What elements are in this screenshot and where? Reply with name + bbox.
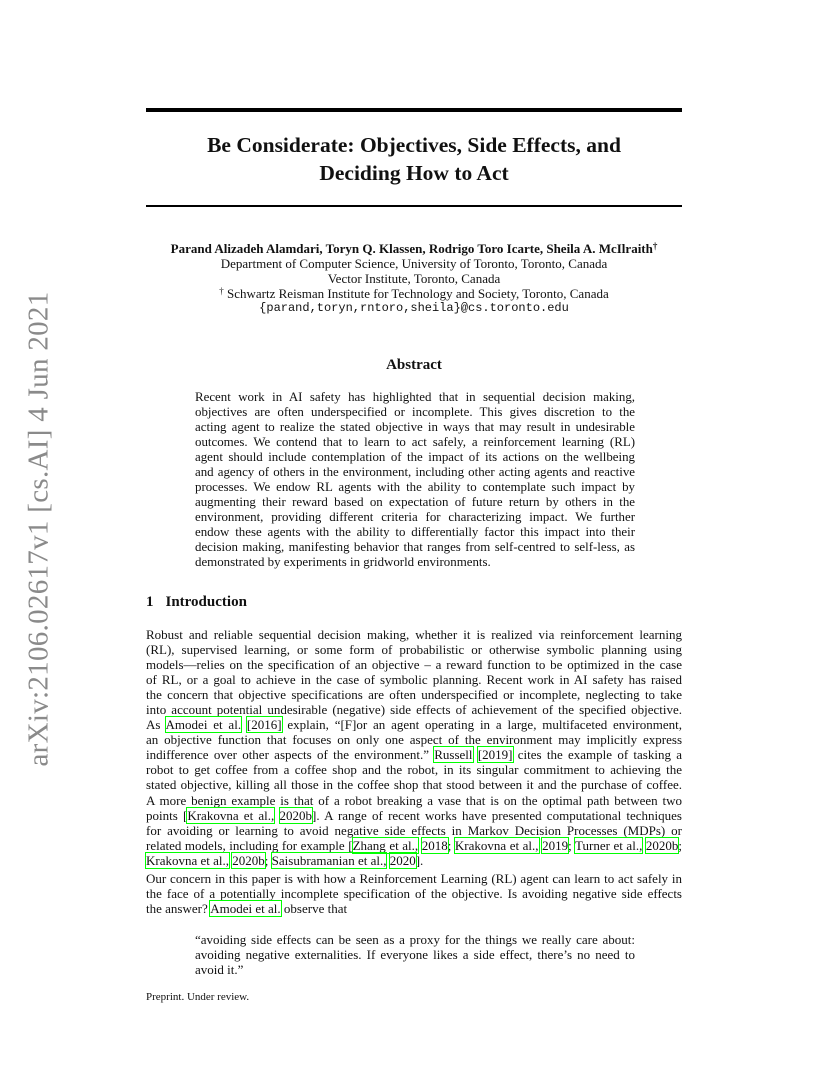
text-run: points [	[146, 807, 188, 823]
citation-link-zhang-year[interactable]: 2018	[421, 837, 448, 853]
paragraph-line	[146, 808, 682, 823]
text-run: observe that	[280, 901, 348, 917]
abstract-heading: Abstract	[386, 357, 442, 373]
author-names-text: Parand Alizadeh Alamdari, Toryn Q. Klassen, Rodrigo Toro Icarte, Sheila A. McIlraith	[170, 241, 653, 256]
paragraph-line	[146, 717, 682, 732]
arxiv-identifier: arXiv:2106.02617v1 [cs.AI] 4 Jun 2021	[22, 290, 55, 767]
author-block	[146, 241, 682, 316]
quote-line: avoid it.”	[195, 962, 244, 977]
quote-line: avoiding negative externalities. If everyone likes a side effect, there’s no need to	[195, 947, 635, 962]
title-line-1: Be Considerate: Objectives, Side Effects, and	[207, 133, 621, 157]
text-run: ;	[264, 852, 272, 868]
paragraph-line	[146, 853, 682, 868]
abstract-line: demonstrated by experiments in gridworld environments.	[195, 555, 491, 569]
affiliation-line-1: Department of Computer Science, University of Toronto, Toronto, Canada	[220, 256, 608, 271]
citation-link-krakovna[interactable]: Krakovna et al.,	[187, 807, 275, 823]
paragraph-line: of RL, or a goal to achieve in the case of symbolic planning. Recent work in AI safety has raised	[146, 672, 682, 688]
paper-title	[146, 131, 682, 187]
paragraph-line	[146, 838, 682, 853]
citation-link-amodei[interactable]: Amodei et al.	[165, 717, 242, 733]
paragraph-line: Robust and reliable sequential decision making, whether it is realized via reinforcement learning	[146, 627, 682, 642]
text-run: ]. A range of recent works have presented computational techniques	[312, 807, 682, 823]
citation-link-russell-year[interactable]: [2019]	[477, 747, 513, 763]
paragraph-line: into account potential undesirable (negative) side effects of achievement of the specified objective.	[146, 702, 682, 718]
quote-line: “avoiding side effects can be seen as a proxy for the things we really care about:	[195, 932, 635, 947]
paragraph-line: an objective function that focuses on only one aspect of the environment may implicitly express	[146, 732, 682, 748]
abstract-line: Recent work in AI safety has highlighted that in sequential decision making,	[195, 390, 635, 404]
intro-paragraph-1	[146, 627, 682, 868]
text-run	[274, 808, 279, 823]
affiliation-line-2: Vector Institute, Toronto, Canada	[327, 271, 501, 286]
text-run: the answer?	[146, 901, 211, 917]
citation-link-amodei-year[interactable]: [2016]	[246, 717, 282, 733]
paragraph-line	[146, 747, 682, 762]
citation-link-krakovna-2020b[interactable]: Krakovna et al.,	[146, 852, 230, 868]
text-run: explain, “[F]or an agent operating in a large, multifaceted environment,	[281, 717, 682, 733]
intro-paragraph-2	[146, 871, 682, 916]
section-heading-introduction	[146, 594, 247, 611]
text-run: ].	[415, 852, 424, 868]
citation-link-krakovna-year[interactable]: 2020b	[279, 807, 312, 823]
citation-link-krakovna-2019[interactable]: Krakovna et al.,	[454, 837, 539, 853]
abstract-body	[195, 390, 635, 570]
abstract-line: decision making, manifesting behavior that ranges from self-centred to self-less, as	[195, 540, 635, 554]
affiliation-line-3-text: Schwartz Reisman Institute for Technology and Society, Toronto, Canada	[223, 286, 609, 301]
text-run: cites the example of tasking a	[512, 747, 683, 763]
citation-link-amodei-2[interactable]: Amodei et al.	[210, 901, 281, 917]
citation-link-russell[interactable]: Russell	[434, 747, 473, 763]
abstract-line: objectives are often underspecified or incomplete. This gives discretion to the	[195, 405, 635, 419]
text-run: As	[146, 717, 166, 733]
paragraph-line: stated objective, killing all those in the coffee shop that stood between it and the purchase of coffee.	[146, 777, 682, 793]
author-emails: {parand,toryn,rntoro,sheila}@cs.toronto.edu	[259, 301, 569, 315]
affiliation-line-3	[146, 286, 682, 301]
abstract-line: augmenting their reward based on expectation of future return by others in the	[195, 495, 635, 509]
author-affiliation-mark: †	[652, 241, 658, 251]
paragraph-line: (RL), supervised learning, or some form of probabilistic or otherwise symbolic planning using	[146, 642, 682, 658]
arxiv-sidebar-stamp	[21, 290, 57, 767]
paragraph-line	[146, 901, 682, 916]
paragraph-line: models—relies on the specification of an objective – a reward function to be optimized in the case	[146, 657, 682, 673]
paragraph-line: A more benign example is that of a robot breaking a vase that is on the optimal path between two	[146, 792, 682, 808]
citation-link-saisubramanian[interactable]: Saisubramanian et al.,	[271, 852, 387, 868]
citation-link-saisubramanian-year[interactable]: 2020	[389, 852, 416, 868]
citation-link-krakovna-2019-year[interactable]: 2019	[542, 837, 569, 853]
abstract-line: and agency of others in the environment, including other acting agents and reactive	[195, 465, 635, 479]
citation-link-zhang[interactable]: Zhang et al.,	[352, 837, 419, 853]
text-run: ;	[447, 837, 455, 853]
abstract-line: outcomes. We contend that to learn to act safely, a reinforcement learning (RL)	[195, 435, 635, 449]
abstract-line: processes. We endow RL agents with the ability to contemplate such impact by	[195, 480, 635, 494]
title-bottom-rule	[146, 205, 682, 207]
preprint-footer: Preprint. Under review.	[146, 991, 250, 1003]
abstract-line: environment, providing different criteria for characterizing impact. We further	[195, 510, 635, 524]
affiliation-mark: †	[219, 286, 224, 296]
section-title: Introduction	[165, 594, 247, 610]
section-number: 1	[146, 594, 154, 610]
text-run: ;	[568, 837, 576, 853]
paragraph-line: the face of a potentially incomplete specification of the objective. Is avoiding negative side effects	[146, 886, 682, 902]
title-top-rule	[146, 108, 682, 112]
text-run: related models, including for example [	[146, 837, 353, 853]
paragraph-line: the concern that objective specifications are often underspecified or incomplete, neglecting to take	[146, 687, 682, 703]
paragraph-line: robot to get coffee from a coffee shop and the robot, in its singular commitment to achieving the	[146, 762, 682, 778]
paragraph-line: for avoiding or learning to avoid negative side effects in Markov Decision Processes (MDPs) or	[146, 822, 682, 838]
block-quote	[195, 932, 635, 977]
author-names	[146, 241, 682, 256]
title-line-2: Deciding How to Act	[319, 161, 509, 185]
citation-link-krakovna-2020b-year[interactable]: 2020b	[232, 852, 265, 868]
citation-link-turner-year[interactable]: 2020b	[645, 837, 679, 853]
text-run: indifference over other aspects of the environment.”	[146, 747, 435, 763]
abstract-line: acting agent to realize the stated objective in ways that may result in undesirable	[195, 420, 635, 434]
text-run: ;	[678, 837, 683, 853]
abstract-line: endow these agents with the ability to differentially factor this impact into their	[195, 525, 635, 539]
abstract-line: agent should include contemplation of the impact of its actions on the wellbeing	[195, 450, 635, 464]
paragraph-line: Our concern in this paper is with how a Reinforcement Learning (RL) agent can learn to act safely in	[146, 871, 682, 886]
citation-link-turner[interactable]: Turner et al.,	[575, 837, 643, 853]
